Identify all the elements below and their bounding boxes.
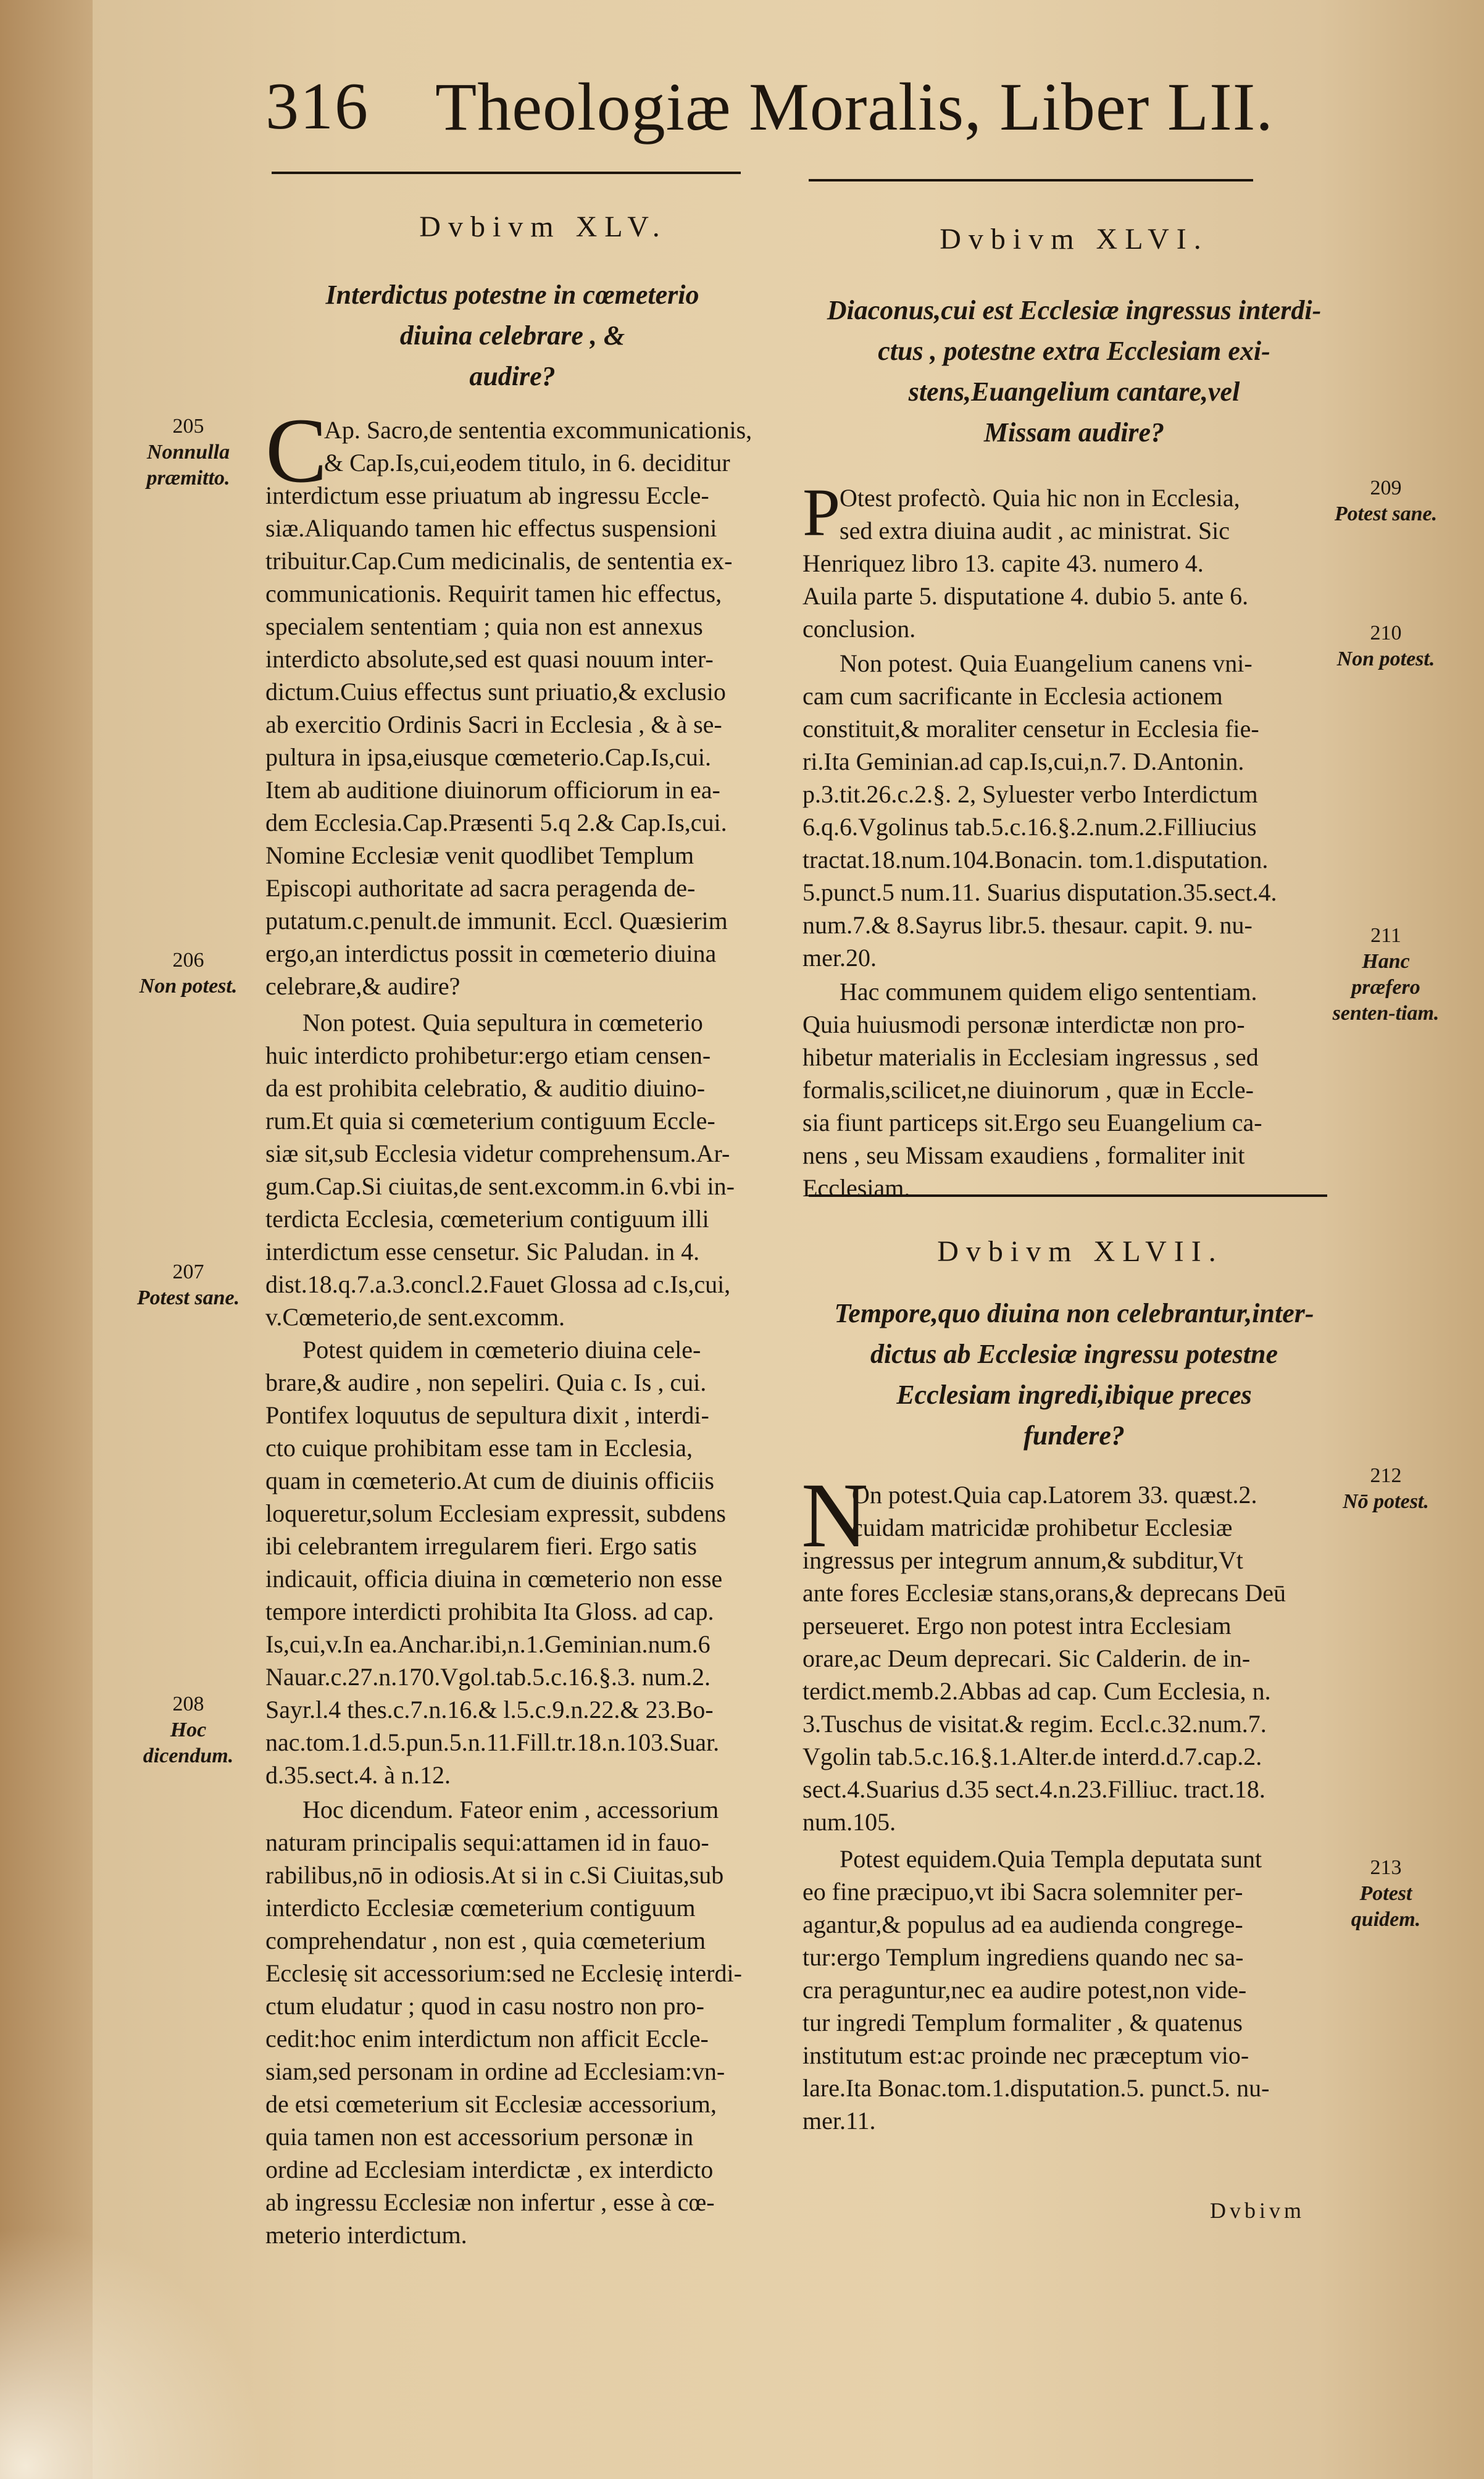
text-line: ordine ad Ecclesiam interdictæ , ex interdicto [265,2156,714,2183]
text-line: hibetur materialis in Ecclesiam ingressus , sed [802,1043,1259,1071]
question-line: Tempore,quo diuina non celebrantur,inter- [834,1298,1314,1328]
question-line: dictus ab Ecclesiæ ingressu potestne [870,1339,1278,1369]
text-line: cra peraguntur,nec ea audire potest,non vide- [802,1976,1247,2004]
text-line: dictum.Cuius effectus sunt priuatio,& exclusio [265,678,726,706]
text-line: rabilibus,nō in odiosis.At si in c.Si Ciuitas,sub [265,1861,724,1889]
margin-gloss: Potest sane. [1334,502,1438,525]
margin-number: 208 [172,1693,204,1715]
margin-note-209 [1327,475,1444,527]
margin-note-212 [1327,1463,1444,1515]
text-line: Potest equidem.Quia Templa deputata sunt [840,1845,1262,1873]
text-line: Ap. Sacro,de sententia excommunicationis, [324,416,752,444]
question-line: audire? [469,361,556,391]
header-rule-right [809,179,1253,181]
book-gutter [0,0,93,2479]
text-line: ergo,an interdictus possit in cœmeterio diuina [265,940,717,967]
text-line: brare,& audire , non sepeliri. Quia c. Is , cui. [265,1369,707,1396]
text-line: eo fine præcipuo,vt ibi Sacra solemniter per- [802,1878,1243,1906]
text-line: ibi celebrantem irregularem fieri. Ergo satis [265,1532,697,1560]
page-number: 316 [265,70,369,143]
margin-note-206 [127,948,250,999]
text-line: On potest.Quia cap.Latorem 33. quæst.2. [852,1481,1257,1509]
margin-gloss: Hanc præfero senten-tiam. [1332,950,1440,1025]
text-line: quia tamen non est accessorium personæ in [265,2123,694,2151]
text-line: tribuitur.Cap.Cum medicinalis, de sententia ex- [265,547,733,575]
text-line: Non potest. Quia sepultura in cœmeterio [302,1009,703,1036]
text-line: siæ sit,sub Ecclesia videtur comprehensum.Ar- [265,1140,730,1167]
margin-gloss: Potest quidem. [1351,1882,1421,1931]
text-line: Item ab auditione diuinorum officiorum in ea- [265,776,720,804]
section-rule [809,1194,1327,1197]
text-line: Quia huiusmodi personæ interdictæ non pro- [802,1010,1245,1038]
text-line: v.Cœmeterio,de sent.excomm. [265,1303,565,1331]
text-line: d.35.sect.4. à n.12. [265,1761,451,1789]
text-line: cedit:hoc enim interdictum non afficit Eccle- [265,2025,709,2052]
text-line: mer.11. [802,2107,876,2135]
text-line: gum.Cap.Si ciuitas,de sent.excomm.in 6.vbi in- [265,1172,735,1200]
dubium-47-question [802,1293,1346,1456]
text-line: meterio interdictum. [265,2221,467,2249]
text-line: Non potest. Quia Euangelium canens vni- [840,649,1253,677]
text-line: loqueretur,solum Ecclesiam expressit, subdens [265,1499,726,1527]
question-line: ctus , potestne extra Ecclesiam exi- [878,336,1270,366]
text-line: tempore interdicti prohibita Ita Gloss. ad cap. [265,1598,714,1625]
margin-number: 209 [1370,477,1402,499]
drop-cap: P [802,475,841,550]
paragraph-209 [802,481,1315,645]
text-line: Ecclesię sit accessorium:sed ne Ecclesię interdi- [265,1959,742,1987]
text-line: communicationis. Requirit tamen hic effectus, [265,580,722,607]
text-line: tur:ergo Templum ingrediens quando nec sa- [802,1943,1244,1971]
text-line: cto cuique prohibitam esse tam in Ecclesia, [265,1434,693,1462]
text-line: & Cap.Is,cui,eodem titulo, in 6. deciditur [324,449,730,477]
margin-number: 205 [172,415,204,438]
text-line: siæ.Aliquando tamen hic effectus suspensioni [265,514,717,542]
text-line: Is,cui,v.In ea.Anchar.ibi,n.1.Geminian.num.6 [265,1630,711,1658]
paragraph-206 [265,1006,772,1333]
margin-note-208 [127,1691,250,1769]
dubium-47-heading: Dvbivm XLVII. [937,1235,1223,1268]
dubium-46-question [802,290,1346,453]
text-line: institutum est:ac proinde nec præceptum vio- [802,2041,1249,2069]
header-rule-left [272,172,741,174]
question-line: diuina celebrare , & [399,320,625,351]
margin-gloss: Nō potest. [1343,1490,1429,1513]
margin-gloss: Nonnulla præmitto. [146,441,230,490]
text-line: interdicto Ecclesiæ cœmeterium contiguum [265,1894,696,1922]
text-line: terdict.memb.2.Abbas ad cap. Cum Ecclesia, n. [802,1677,1271,1705]
text-line: formalis,scilicet,ne diuinorum , quæ in Eccle- [802,1076,1254,1104]
margin-note-205 [127,414,250,491]
text-line: 6.q.6.Vgolinus tab.5.c.16.§.2.num.2.Filliucius [802,813,1257,841]
text-line: siam,sed personam in ordine ad Ecclesiam:vn- [265,2057,725,2085]
margin-gloss: Potest sane. [136,1286,240,1309]
running-header [265,67,1315,153]
text-line: tractat.18.num.104.Bonacin. tom.1.disputation. [802,846,1269,873]
text-line: ab exercitio Ordinis Sacri in Ecclesia , & à se- [265,710,722,738]
text-line: Nomine Ecclesiæ venit quodlibet Templum [265,841,694,869]
margin-number: 212 [1370,1464,1402,1487]
text-line: mer.20. [802,944,877,972]
catchword: Dvbivm [1210,2198,1306,2223]
question-line: Diaconus,cui est Ecclesiæ ingressus interdi- [827,295,1322,325]
text-line: ante fores Ecclesiæ stans,orans,& deprecans Deū [802,1579,1286,1607]
question-line: Interdictus potestne in cœmeterio [325,280,699,310]
text-line: interdictum esse censetur. Sic Paludan. in 4. [265,1238,700,1265]
margin-number: 211 [1370,924,1401,947]
text-line: conclusion. [802,615,916,643]
text-line: huic interdicto prohibetur:ergo etiam censen- [265,1041,711,1069]
text-line: comprehendatur , non est , quia cœmeterium [265,1927,706,1954]
text-line: constituit,& moraliter censetur in Ecclesia fie- [802,715,1259,743]
text-line: ab ingressu Ecclesiæ non infertur , esse à cœ- [265,2188,715,2216]
margin-number: 207 [172,1260,204,1283]
text-line: perseueret. Ergo non potest intra Ecclesiam [802,1612,1232,1639]
text-line: sia fiunt particeps sit.Ergo seu Euangelium ca- [802,1109,1262,1136]
question-line: Missam audire? [983,417,1165,448]
text-line: ingressus per integrum annum,& subditur,Vt [802,1546,1243,1574]
dubium-45-heading: Dvbivm XLV. [419,210,667,243]
text-line: ri.Ita Geminian.ad cap.Is,cui,n.7. D.Antonin. [802,748,1244,775]
text-line: 3.Tuschus de visitat.& regim. Eccl.c.32.num.7. [802,1710,1267,1738]
text-line: orare,ac Deum deprecari. Sic Calderin. de in- [802,1644,1251,1672]
margin-number: 213 [1370,1856,1402,1879]
text-line: Hac communem quidem eligo sententiam. [840,978,1257,1006]
text-line: interdicto absolute,sed est quasi nouum inter- [265,645,714,673]
text-line: Henriquez libro 13. capite 43. numero 4. [802,549,1204,577]
paragraph-210 [802,647,1315,974]
text-line: Nauar.c.27.n.170.Vgol.tab.5.c.16.§.3. num.2. [265,1663,711,1691]
dubium-45-question [259,275,765,397]
text-line: agantur,& populus ad ea audienda congrege- [802,1910,1243,1938]
margin-note-211 [1327,923,1444,1027]
margin-note-213 [1327,1855,1444,1933]
text-line: sect.4.Suarius d.35 sect.4.n.23.Filliuc. tract.18. [802,1775,1265,1803]
margin-number: 206 [172,949,204,972]
text-line: specialem sententiam ; quia non est annexus [265,612,703,640]
text-line: terdicta Ecclesia, cœmeterium contiguum illi [265,1205,709,1233]
text-line: Auila parte 5. disputatione 4. dubio 5. ante 6. [802,582,1249,610]
question-line: Ecclesiam ingredi,ibique preces [896,1380,1252,1410]
drop-cap: N [801,1464,869,1567]
text-line: rum.Et quia si cœmeterium contiguum Eccle- [265,1107,715,1135]
paragraph-212 [802,1478,1315,1838]
margin-gloss: Non potest. [1336,648,1435,670]
paragraph-211 [802,975,1315,1204]
paragraph-208 [265,1793,772,2251]
text-line: dem Ecclesia.Cap.Præsenti 5.q 2.& Cap.Is,cui. [265,809,727,836]
text-line: Potest quidem in cœmeterio diuina cele- [302,1336,701,1364]
text-line: Otest profectò. Quia hic non in Ecclesia, [840,484,1240,512]
question-line: stens,Euangelium cantare,vel [908,377,1240,407]
text-line: Sayr.l.4 thes.c.7.n.16.& l.5.c.9.n.22.& 23.Bo- [265,1696,714,1723]
text-line: putatum.c.penult.de immunit. Eccl. Quæsierim [265,907,728,935]
text-line: Hoc dicendum. Fateor enim , accessorium [302,1796,719,1823]
margin-gloss: Non potest. [139,975,238,998]
text-line: num.105. [802,1808,896,1836]
text-line: num.7.& 8.Sayrus libr.5. thesaur. capit. 9. nu- [802,911,1253,939]
drop-cap: C [265,399,328,502]
text-line: interdictum esse priuatum ab ingressu Eccle- [265,481,709,509]
dubium-46-heading: Dvbivm XLVI. [940,223,1209,256]
paper-stain [0,2220,259,2479]
text-line: dist.18.q.7.a.3.concl.2.Fauet Glossa ad c.Is,cui, [265,1270,731,1298]
text-line: sed extra diuina audit , ac ministrat. Sic [840,517,1230,544]
margin-gloss: Hoc dicendum. [143,1719,234,1767]
text-line: naturam principalis sequi:attamen id in fauo- [265,1828,709,1856]
text-line: da est prohibita celebratio, & auditio diuino- [265,1074,706,1102]
text-line: tur ingredi Templum formaliter , & quatenus [802,2009,1243,2036]
text-line: nens , seu Missam exaudiens , formaliter init [802,1141,1245,1169]
text-line: nac.tom.1.d.5.pun.5.n.11.Fill.tr.18.n.103.Suar. [265,1728,720,1756]
margin-note-207 [127,1259,250,1311]
text-line: ctum eludatur ; quod in casu nostro non pro- [265,1992,704,2020]
text-line: lare.Ita Bonac.tom.1.disputation.5. punct.5. nu- [802,2074,1270,2102]
text-line: de etsi cœmeterium sit Ecclesiæ accessorium, [265,2090,717,2118]
margin-number: 210 [1370,622,1402,644]
paragraph-205 [265,414,772,1002]
text-line: indicauit, officia diuina in cœmeterio non esse [265,1565,723,1593]
running-title: Theologiæ Moralis, Liber LII. [435,69,1273,144]
text-line: Ecclesiam. [802,1174,911,1202]
text-line: 5.punct.5 num.11. Suarius disputation.35.sect.4. [802,878,1277,906]
text-line: pultura in ipsa,eiusque cœmeterio.Cap.Is,cui. [265,743,712,771]
paragraph-207 [265,1333,772,1791]
text-line: quam in cœmeterio.At cum de diuinis officiis [265,1467,714,1494]
paragraph-213 [802,1843,1315,2137]
text-line: cuidam matricidæ prohibetur Ecclesiæ [852,1514,1233,1541]
text-line: p.3.tit.26.c.2.§. 2, Syluester verbo Interdictum [802,780,1258,808]
text-line: Episcopi authoritate ad sacra peragenda de- [265,874,696,902]
text-line: cam cum sacrificante in Ecclesia actionem [802,682,1223,710]
text-line: celebrare,& audire? [265,972,461,1000]
text-line: Pontifex loquutus de sepultura dixit , interdi- [265,1401,709,1429]
margin-note-210 [1327,620,1444,672]
question-line: fundere? [1023,1420,1125,1451]
text-line: Vgolin tab.5.c.16.§.1.Alter.de interd.d.7.cap.2. [802,1743,1262,1770]
